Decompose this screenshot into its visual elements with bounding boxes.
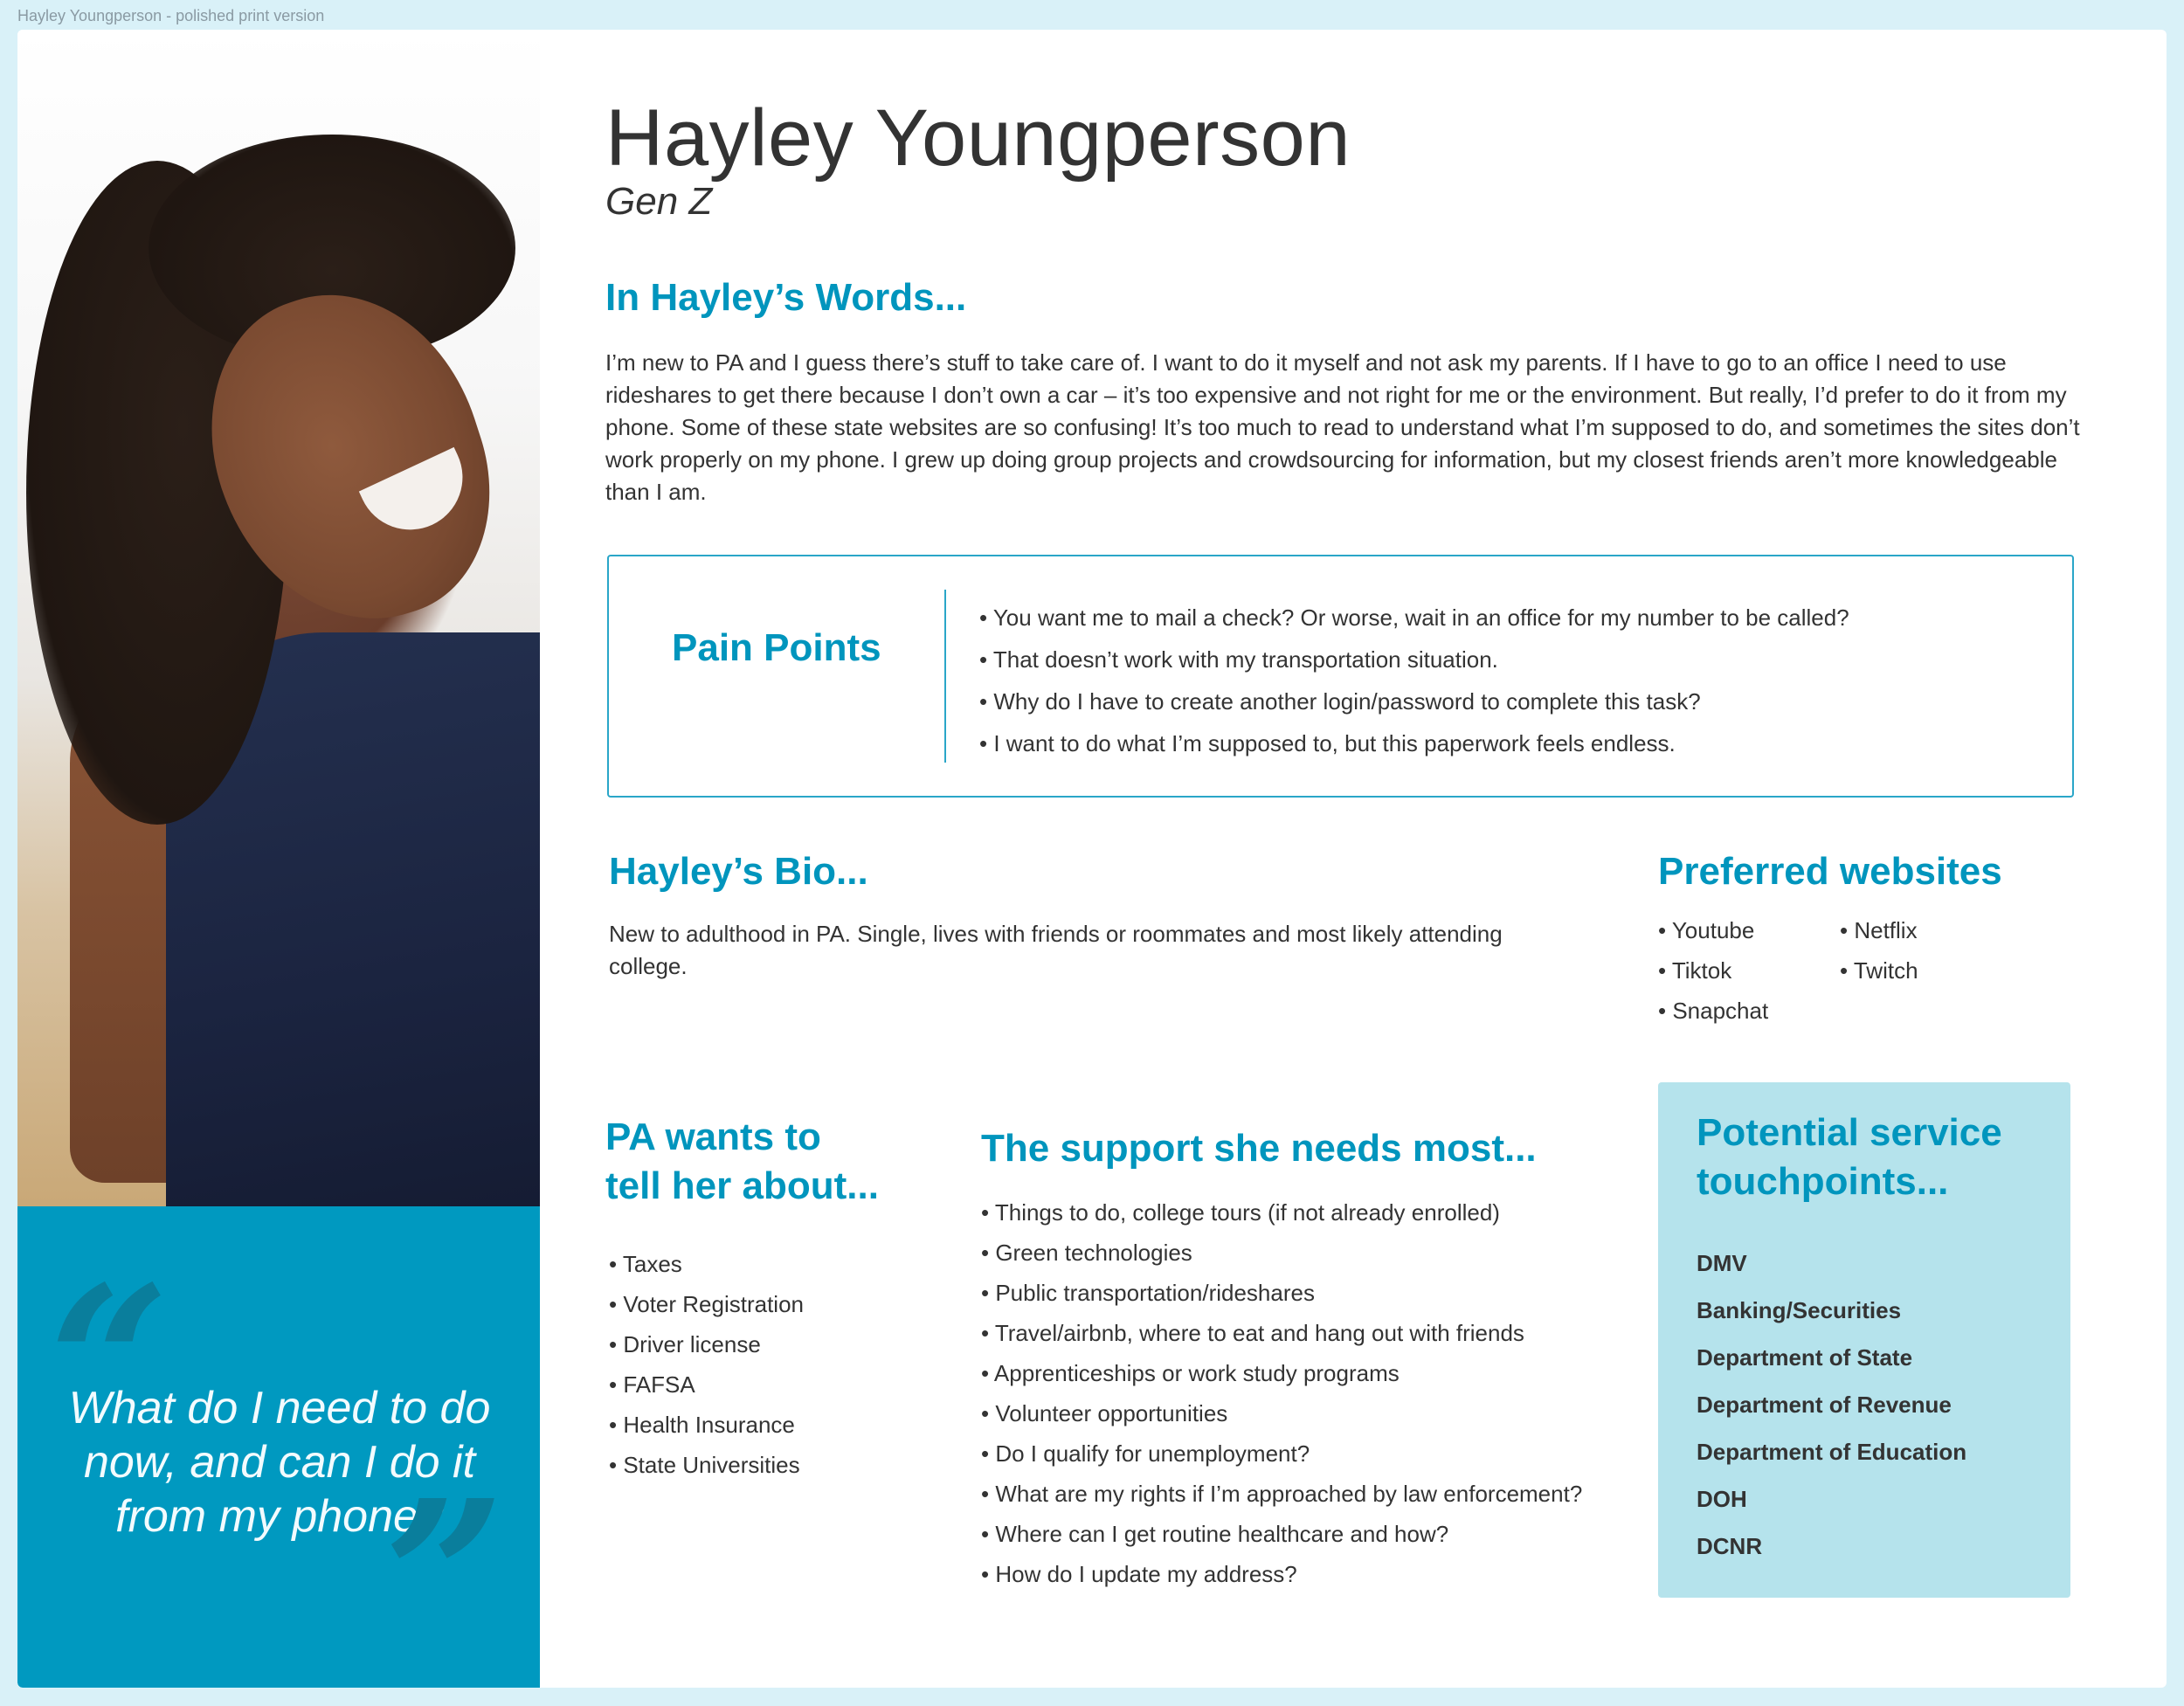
support-list <box>981 1192 1582 1594</box>
list-item: • Travel/airbnb, where to eat and hang out with friends <box>981 1320 1524 1346</box>
list-item: • Tiktok <box>1658 957 1732 984</box>
divider <box>944 590 946 763</box>
list-item: Department of Education <box>1697 1439 1967 1465</box>
pain-points-box <box>607 555 2074 798</box>
list-item: • Public transportation/rideshares <box>981 1280 1315 1306</box>
list-item: • I want to do what I’m supposed to, but this paperwork feels endless. <box>979 730 1676 756</box>
bio-text: New to adulthood in PA. Single, lives with friends or roommates and most likely attending college. <box>609 921 1503 979</box>
pain-points-list <box>979 597 1849 764</box>
persona-generation: Gen Z <box>605 180 713 223</box>
list-item: Department of Revenue <box>1697 1392 1952 1418</box>
list-item: • Where can I get routine healthcare and how? <box>981 1521 1449 1547</box>
list-item: • FAFSA <box>609 1371 695 1398</box>
words-text: I’m new to PA and I guess there’s stuff to take care of. I want to do it myself and not ask my parents. If I have to go to an office I need to use rideshares to get there because I don’t own a car – it’s too expensive and not right for me or the environment. But really, I’d prefer to do it from my phone. Some of these state websites are so confusing! It’s too much to read to understand what I’m supposed to do, and sometimes the sites don’t work properly on my phone. I grew up doing group projects and crowdsourcing for information, but my closest friends aren’t more knowledgeable than I am. <box>605 349 2080 505</box>
touchpoints-box <box>1658 1082 2070 1598</box>
list-item: • Volunteer opportunities <box>981 1400 1228 1426</box>
list-item: Department of State <box>1697 1344 1913 1371</box>
words-title: In Hayley’s Words... <box>605 276 967 319</box>
list-item: DCNR <box>1697 1533 1763 1559</box>
list-item: • Voter Registration <box>609 1291 804 1317</box>
list-item: • What are my rights if I’m approached by law enforcement? <box>981 1481 1583 1507</box>
list-item: • Snapchat <box>1658 998 1769 1024</box>
list-item: • Youtube <box>1658 917 1755 943</box>
list-item: • Green technologies <box>981 1240 1192 1266</box>
open-quote-icon: “ <box>49 1240 170 1487</box>
list-item: • Apprenticeships or work study programs <box>981 1360 1400 1386</box>
list-item: Banking/Securities <box>1697 1297 1902 1323</box>
list-item: • You want me to mail a check? Or worse, wait in an office for my number to be called? <box>979 604 1849 631</box>
touchpoints-list <box>1697 1240 1966 1570</box>
close-quote-icon: ” <box>384 1454 506 1688</box>
websites-title: Preferred websites <box>1658 850 2002 893</box>
list-item: • That doesn’t work with my transportation situation. <box>979 646 1498 673</box>
pa-wants-title: PA wants to tell her about... <box>605 1115 879 1207</box>
list-item: • Netflix <box>1840 917 1918 943</box>
support-title: The support she needs most... <box>981 1127 1537 1170</box>
persona-quote: What do I need to do now, and can I do it from my phone? <box>68 1383 491 1542</box>
frame-title: Hayley Youngperson - polished print version <box>17 7 325 24</box>
list-item: • Driver license <box>609 1331 761 1357</box>
pa-wants-list <box>609 1244 804 1485</box>
list-item: DMV <box>1697 1250 1747 1276</box>
touchpoints-title: Potential service touchpoints... <box>1697 1111 2002 1203</box>
list-item: • How do I update my address? <box>981 1561 1297 1587</box>
list-item: DOH <box>1697 1486 1747 1512</box>
bio-title: Hayley’s Bio... <box>609 850 868 893</box>
websites-list <box>1658 914 1973 1027</box>
list-item: • Health Insurance <box>609 1412 795 1438</box>
quote-box <box>17 1206 540 1688</box>
list-item: • State Universities <box>609 1452 800 1478</box>
pain-points-title: Pain Points <box>672 626 881 669</box>
list-item: • Why do I have to create another login/password to complete this task? <box>979 688 1701 715</box>
persona-photo <box>17 30 540 1206</box>
list-item: • Taxes <box>609 1251 682 1277</box>
persona-name: Hayley Youngperson <box>605 93 1351 183</box>
list-item: • Things to do, college tours (if not already enrolled) <box>981 1199 1500 1226</box>
list-item: • Twitch <box>1840 957 1918 984</box>
persona-card <box>17 30 2167 1688</box>
list-item: • Do I qualify for unemployment? <box>981 1440 1310 1467</box>
